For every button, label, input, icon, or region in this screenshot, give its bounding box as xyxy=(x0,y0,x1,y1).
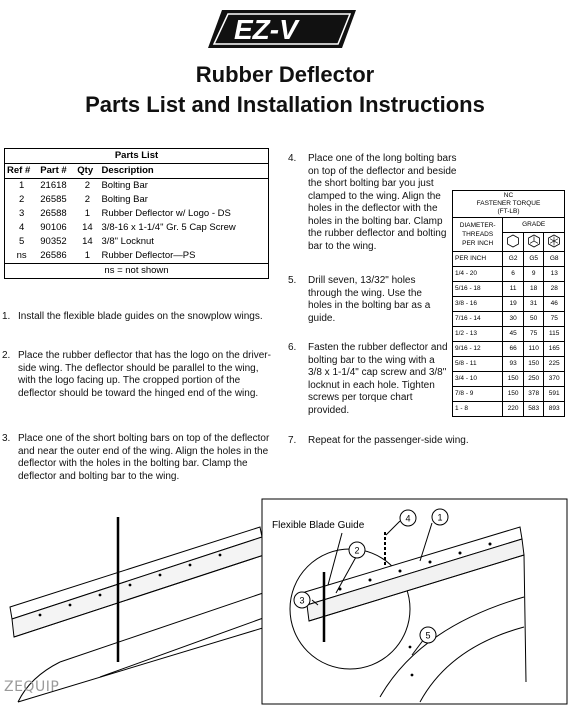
step-text: Fasten the rubber deflector and bolting bar to the wing with a 3/8 x 1-1/4" cap screw and 3/8" locknut in each hole. Tighten screws per torque chart provided. xyxy=(308,342,448,416)
table-row xyxy=(5,235,269,249)
parts-list-caption: Parts List xyxy=(5,149,269,164)
grade-g8-icon xyxy=(544,233,565,252)
grade-header: GRADE xyxy=(503,218,565,233)
torque-unit: (FT-LB) xyxy=(497,208,520,215)
torque-value-cell: 66 xyxy=(503,342,524,357)
grade-g2-label: G2 xyxy=(503,252,524,267)
torque-value-cell: 50 xyxy=(523,312,544,327)
page-title: Rubber Deflector xyxy=(195,62,375,87)
diameter-header-line: DIAMETER- xyxy=(459,222,496,229)
diameter-header-line: PER INCH xyxy=(462,240,494,247)
cell-description: Rubber Deflector—PS xyxy=(99,249,268,264)
torque-chart-title xyxy=(453,191,565,218)
wing-overview-sketch xyxy=(10,517,266,702)
torque-row xyxy=(453,267,565,282)
col-header-qty: Qty xyxy=(75,164,99,179)
torque-value-cell: 75 xyxy=(523,327,544,342)
cell-qty: 2 xyxy=(84,194,91,205)
cell-part: 26588 xyxy=(40,208,67,219)
step-number: 5. xyxy=(288,275,297,286)
torque-value-cell: 115 xyxy=(544,327,565,342)
torque-row xyxy=(453,282,565,297)
grade-g5-icon xyxy=(523,233,544,252)
torque-value-cell: 28 xyxy=(544,282,565,297)
step-number: 7. xyxy=(288,435,297,446)
torque-value-cell: 45 xyxy=(503,327,524,342)
col-header-ref: Ref # xyxy=(5,164,39,179)
cell-description: Bolting Bar xyxy=(101,194,148,205)
torque-value-cell: 150 xyxy=(503,372,524,387)
cell-qty: 14 xyxy=(82,236,93,247)
torque-row xyxy=(453,312,565,327)
torque-value-cell: 165 xyxy=(544,342,565,357)
cell-description: 3/8-16 x 1-1/4" Gr. 5 Cap Screw xyxy=(101,222,236,233)
table-row xyxy=(5,193,269,207)
torque-row xyxy=(453,402,565,417)
step-3 xyxy=(2,433,277,483)
torque-size-cell: 5/16 - 18 xyxy=(453,282,503,297)
step-text: Place one of the long bolting bars on top of the deflector and beside the short bolting bar you just clamped to the wing. Align the holes in the deflector with the holes in the bolting bar. Clamp the rubber deflector and bolting bar to the wing. xyxy=(308,153,457,252)
torque-value-cell: 150 xyxy=(503,387,524,402)
table-row xyxy=(5,249,269,264)
torque-value-cell: 583 xyxy=(523,402,544,417)
step-text: Place one of the short bolting bars on top of the deflector and near the outer end of the wing. Align the holes in the deflector with the holes in the bolting bar. Clamp the deflector and bolting bar to the wing. xyxy=(18,433,270,482)
installation-diagram xyxy=(0,497,570,707)
torque-size-cell: 7/16 - 14 xyxy=(453,312,503,327)
torque-size-cell: 7/8 - 9 xyxy=(453,387,503,402)
step-6 xyxy=(288,342,450,417)
torque-value-cell: 13 xyxy=(544,267,565,282)
step-text: Install the flexible blade guides on the snowplow wings. xyxy=(18,311,263,322)
torque-size-cell: 1/4 - 20 xyxy=(453,267,503,282)
step-7 xyxy=(288,435,558,448)
torque-value-cell: 18 xyxy=(523,282,544,297)
torque-value-cell: 250 xyxy=(523,372,544,387)
cell-ref: 3 xyxy=(18,208,25,219)
cell-part: 90352 xyxy=(40,236,67,247)
torque-row xyxy=(453,387,565,402)
cell-qty: 1 xyxy=(75,249,99,264)
torque-value-cell: 30 xyxy=(503,312,524,327)
cell-part: 26586 xyxy=(38,249,75,264)
torque-value-cell: 893 xyxy=(544,402,565,417)
cell-ref: 5 xyxy=(18,236,25,247)
parts-list-table xyxy=(4,148,269,279)
cell-qty: 1 xyxy=(84,208,91,219)
torque-size-cell: 1/2 - 13 xyxy=(453,327,503,342)
cell-ref: ns xyxy=(5,249,39,264)
torque-value-cell: 75 xyxy=(544,312,565,327)
cell-description: 3/8" Locknut xyxy=(101,236,154,247)
torque-nc: NC xyxy=(503,192,514,199)
torque-value-cell: 591 xyxy=(544,387,565,402)
torque-size-cell: 1 - 8 xyxy=(453,402,503,417)
grade-g8-label: G8 xyxy=(544,252,565,267)
torque-row xyxy=(453,342,565,357)
cell-ref: 4 xyxy=(18,222,25,233)
torque-value-cell: 31 xyxy=(523,297,544,312)
cell-part: 90106 xyxy=(40,222,67,233)
torque-title: FASTENER TORQUE xyxy=(476,200,541,207)
torque-value-cell: 370 xyxy=(544,372,565,387)
callout-1: 1 xyxy=(437,512,443,523)
cell-ref: 1 xyxy=(18,180,25,191)
step-text: Drill seven, 13/32" holes through the wing. Use the holes in the bolting bar as a guide. xyxy=(308,275,431,324)
step-number: 6. xyxy=(288,342,297,353)
thread-label: PER INCH xyxy=(453,252,503,267)
cell-description: Rubber Deflector w/ Logo - DS xyxy=(101,208,231,219)
step-text: Place the rubber deflector that has the logo on the driver-side wing. The deflector should be parallel to the wing, with the logo facing up. The cropped portion of the deflector should be toward the hinged end of the wing. xyxy=(18,350,271,399)
step-number: 3. xyxy=(2,433,11,444)
cell-part: 21618 xyxy=(40,180,67,191)
logo-text: EZ-V xyxy=(234,14,298,45)
torque-value-cell: 6 xyxy=(503,267,524,282)
page-subtitle: Parts List and Installation Instructions xyxy=(85,92,485,117)
torque-row xyxy=(453,297,565,312)
torque-row xyxy=(453,327,565,342)
parts-list-note: ns = not shown xyxy=(5,264,269,279)
diameter-header-line: THREADS xyxy=(462,231,494,238)
step-5 xyxy=(288,275,448,325)
torque-size-cell: 5/8 - 11 xyxy=(453,357,503,372)
step-number: 1. xyxy=(2,311,11,322)
flexible-blade-guide-label: Flexible Blade Guide xyxy=(272,520,365,531)
cell-qty: 2 xyxy=(84,180,91,191)
ez-v-logo xyxy=(208,6,356,52)
torque-value-cell: 378 xyxy=(523,387,544,402)
step-number: 2. xyxy=(2,350,11,361)
grade-g2-icon xyxy=(503,233,524,252)
step-text: Repeat for the passenger-side wing. xyxy=(308,435,469,446)
torque-chart xyxy=(452,190,565,417)
torque-value-cell: 150 xyxy=(523,357,544,372)
torque-size-cell: 3/8 - 16 xyxy=(453,297,503,312)
col-header-part: Part # xyxy=(38,164,75,179)
torque-row xyxy=(453,357,565,372)
torque-value-cell: 19 xyxy=(503,297,524,312)
step-2 xyxy=(2,350,277,400)
step-number: 4. xyxy=(288,153,297,164)
torque-size-cell: 3/4 - 10 xyxy=(453,372,503,387)
torque-value-cell: 110 xyxy=(523,342,544,357)
torque-value-cell: 9 xyxy=(523,267,544,282)
watermark: ZEQUIP xyxy=(4,679,60,695)
col-header-description: Description xyxy=(99,164,268,179)
torque-value-cell: 220 xyxy=(503,402,524,417)
grade-g5-label: G5 xyxy=(523,252,544,267)
cell-description: Bolting Bar xyxy=(101,180,148,191)
cell-qty: 14 xyxy=(82,222,93,233)
torque-value-cell: 225 xyxy=(544,357,565,372)
callout-4: 4 xyxy=(405,513,411,524)
table-row xyxy=(5,179,269,194)
torque-size-cell: 9/16 - 12 xyxy=(453,342,503,357)
cell-ref: 2 xyxy=(18,194,25,205)
callout-3: 3 xyxy=(299,595,305,606)
callout-5: 5 xyxy=(425,630,431,641)
torque-row xyxy=(453,372,565,387)
table-row xyxy=(5,207,269,221)
torque-value-cell: 93 xyxy=(503,357,524,372)
callout-2: 2 xyxy=(354,545,360,556)
torque-value-cell: 46 xyxy=(544,297,565,312)
cell-part: 26585 xyxy=(40,194,67,205)
diameter-header xyxy=(453,218,503,252)
table-row xyxy=(5,221,269,235)
torque-value-cell: 11 xyxy=(503,282,524,297)
step-1 xyxy=(2,311,277,324)
